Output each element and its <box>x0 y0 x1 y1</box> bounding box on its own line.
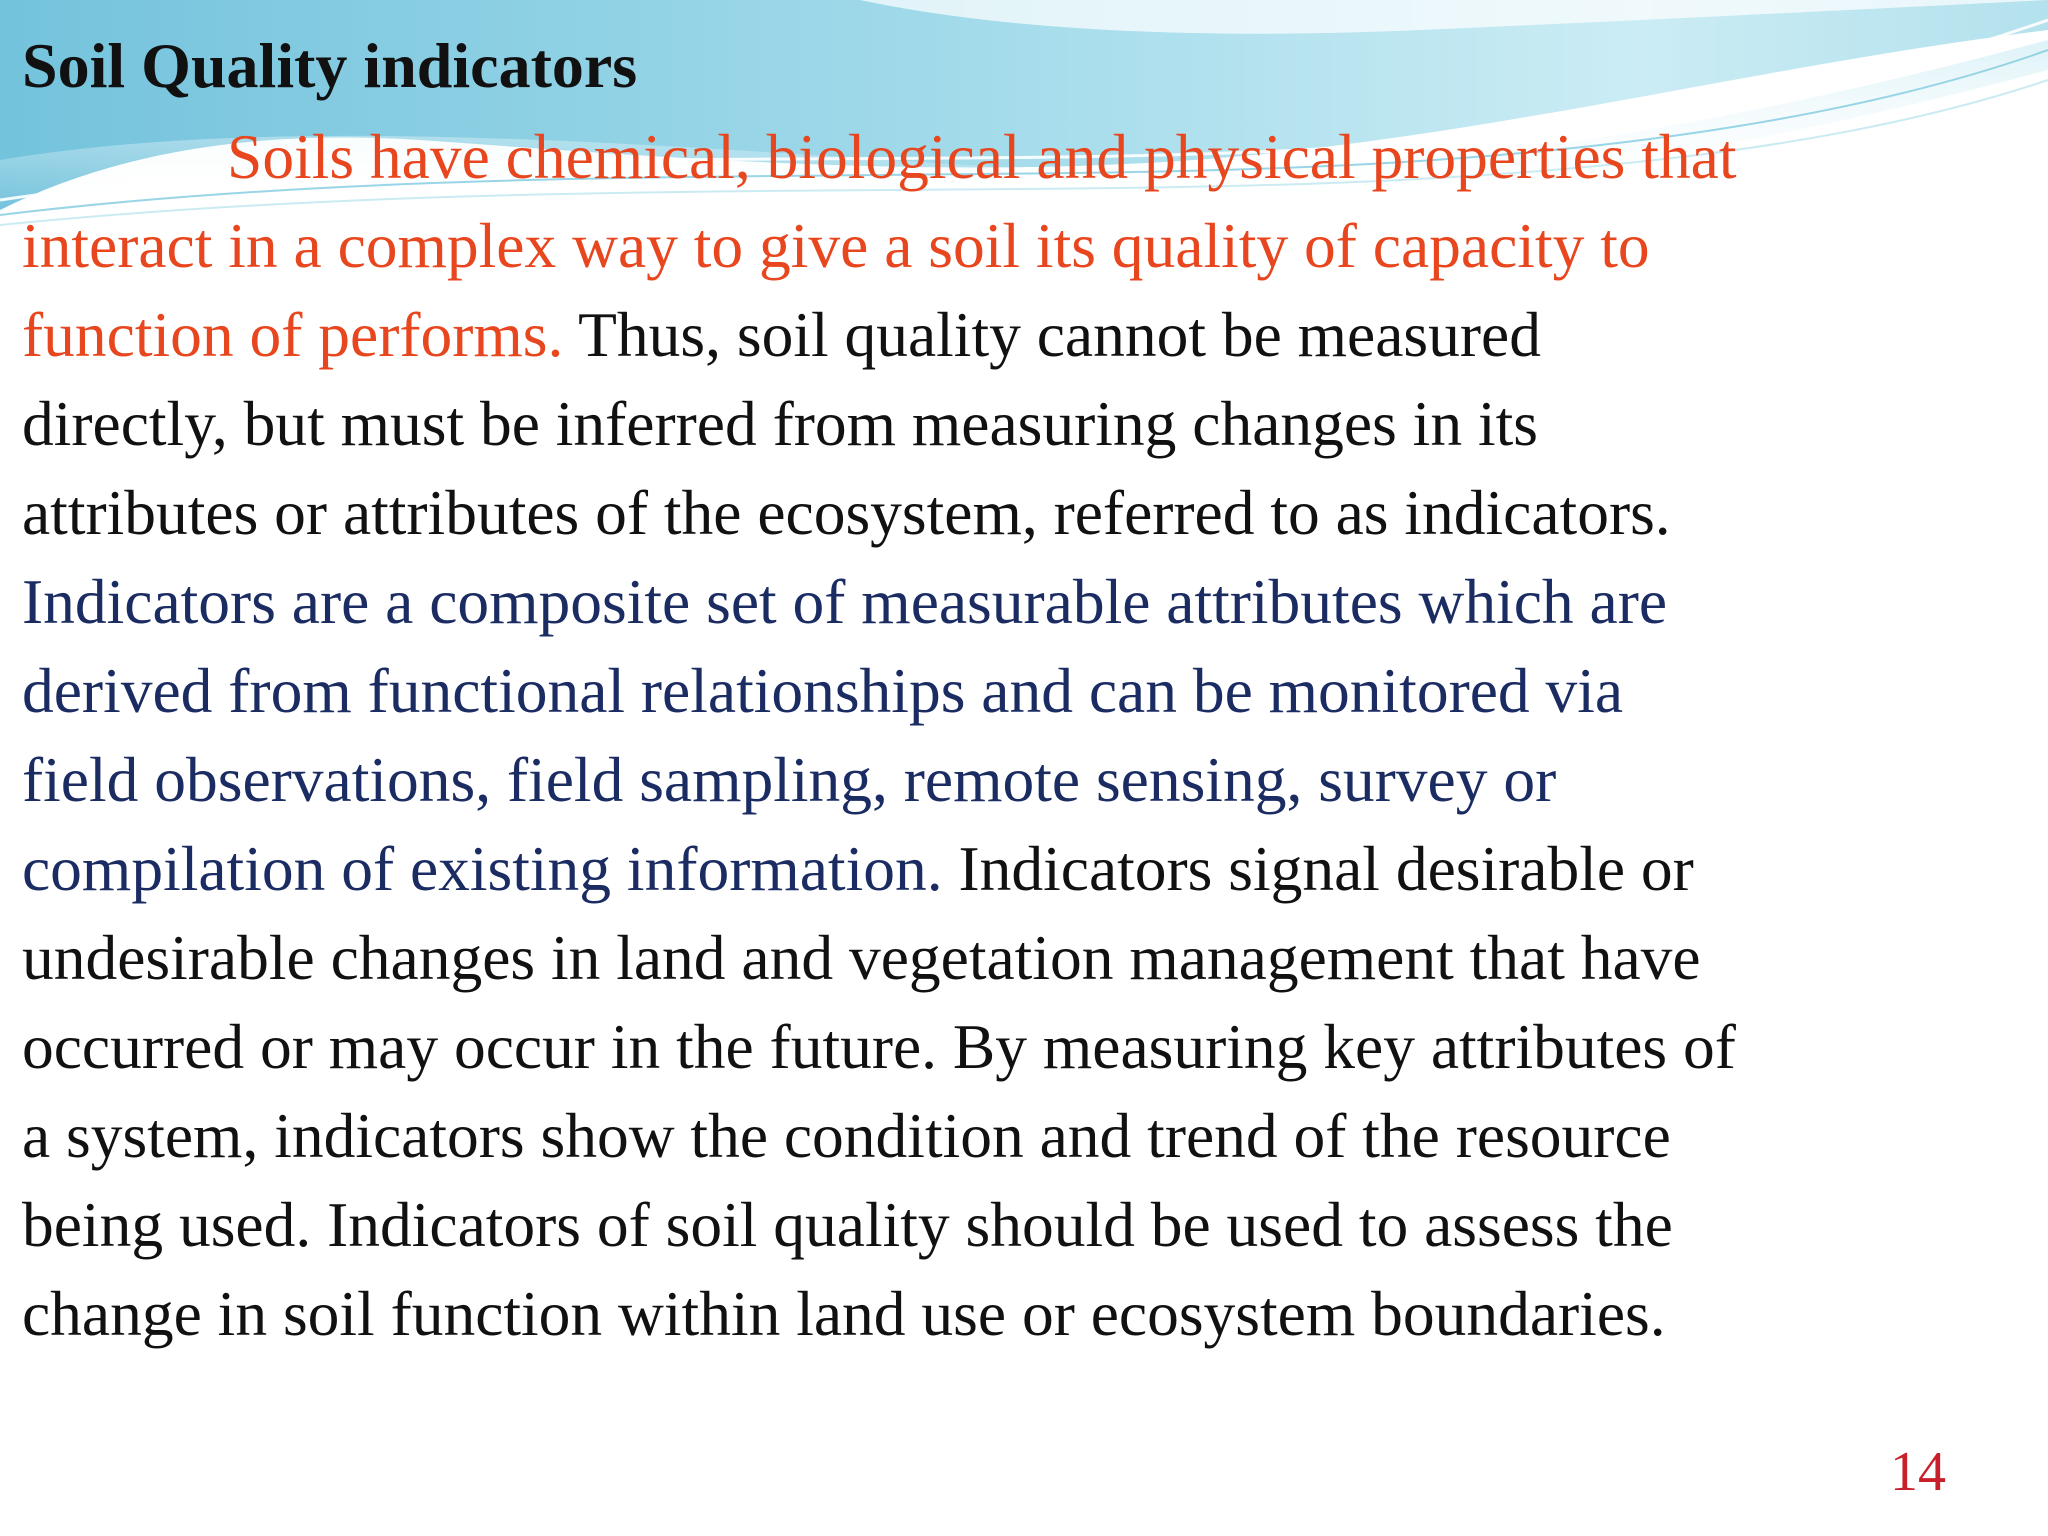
text-segment: attributes or attributes of the ecosystem, referred to as indicators. <box>22 477 1671 548</box>
body-line <box>22 1269 2032 1358</box>
body-line <box>22 913 2032 1002</box>
body-paragraph <box>22 112 2032 1358</box>
body-line <box>22 290 2032 379</box>
body-line <box>22 201 2032 290</box>
text-segment: interact in a complex way to give a soil its quality of capacity to <box>22 210 1650 281</box>
text-segment: field observations, field sampling, remote sensing, survey or <box>22 744 1557 815</box>
text-segment: a system, indicators show the condition and trend of the resource <box>22 1100 1671 1171</box>
text-segment: Indicators signal desirable or <box>942 833 1694 904</box>
text-segment: occurred or may occur in the future. By measuring key attributes of <box>22 1011 1736 1082</box>
body-line <box>22 468 2032 557</box>
text-segment: Thus, soil quality cannot be measured <box>563 299 1541 370</box>
text-segment: change in soil function within land use or ecosystem boundaries. <box>22 1278 1666 1349</box>
body-line <box>22 646 2032 735</box>
text-segment: undesirable changes in land and vegetation management that have <box>22 922 1701 993</box>
text-segment: Soils have chemical, biological and physical properties that <box>227 121 1737 192</box>
text-segment: Indicators are a composite set of measurable attributes which are <box>22 566 1668 637</box>
body-line <box>22 557 2032 646</box>
body-line <box>22 824 2032 913</box>
page-number: 14 <box>1890 1441 1946 1503</box>
body-line <box>22 112 2032 201</box>
body-line <box>22 1002 2032 1091</box>
body-line <box>22 379 2032 468</box>
text-segment: function of performs. <box>22 299 564 370</box>
body-line <box>22 1091 2032 1180</box>
text-segment: derived from functional relationships and can be monitored via <box>22 655 1624 726</box>
slide-title: Soil Quality indicators <box>22 30 638 101</box>
text-segment: compilation of existing information. <box>22 833 943 904</box>
body-line <box>22 735 2032 824</box>
body-line <box>22 1180 2032 1269</box>
text-segment: directly, but must be inferred from measuring changes in its <box>22 388 1538 459</box>
text-segment: being used. Indicators of soil quality should be used to assess the <box>22 1189 1673 1260</box>
